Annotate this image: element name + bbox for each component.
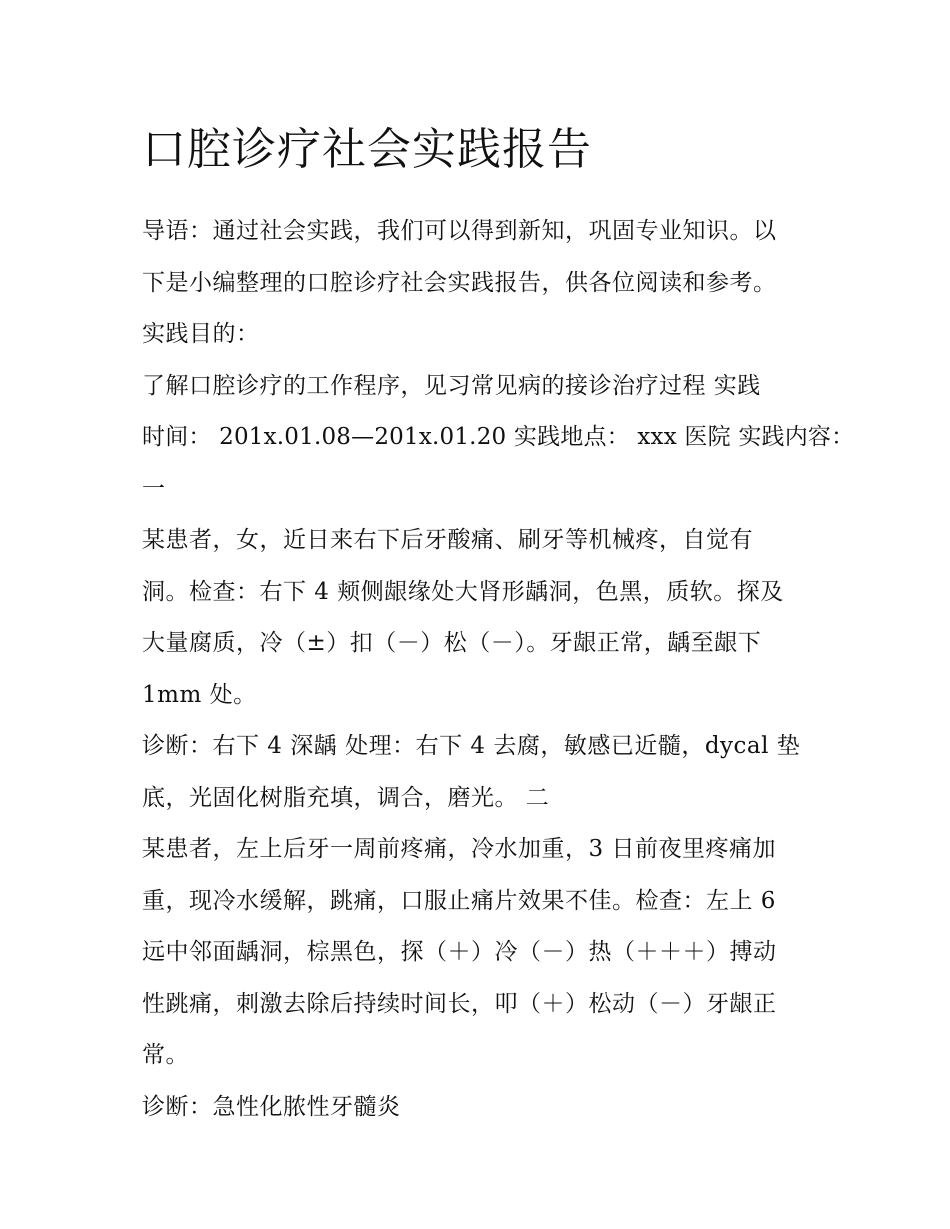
- document-page: [142, 110, 855, 1133]
- text-line: 某患者，左上后牙一周前疼痛，冷水加重，3 日前夜里疼痛加: [142, 836, 776, 862]
- text-line: 诊断：右下 4 深龋 处理：右下 4 去腐，敏感已近髓，dycal 垫: [142, 733, 801, 759]
- text-line: 了解口腔诊疗的工作程序，见习常见病的接诊治疗过程 实践: [142, 372, 761, 399]
- text-line: 重，现冷水缓解，跳痛，口服止痛片效果不佳。检查：左上 6: [142, 887, 776, 914]
- text-line: 时间： 201x.01.08—201x.01.20 实践地点： xxx 医院 实践内容：: [142, 424, 855, 450]
- text-line: 某患者，女，近日来右下后牙酸痛、刷牙等机械疼，自觉有: [142, 527, 753, 553]
- text-line: 下是小编整理的口腔诊疗社会实践报告，供各位阅读和参考。: [142, 269, 777, 296]
- text-line: 远中邻面龋洞，棕黑色，探（＋）冷（－）热（＋＋＋）搏动: [142, 939, 777, 965]
- text-line: 大量腐质，冷（±）扣（－）松（－）。牙龈正常，龋至龈下: [142, 630, 762, 656]
- text-line: 一: [142, 475, 166, 502]
- text-line: 洞。检查：右下 4 颊侧龈缘处大肾形龋洞，色黑，质软。探及: [142, 578, 784, 605]
- text-line: 常。: [142, 1042, 189, 1068]
- text-line: 导语：通过社会实践，我们可以得到新知，巩固专业知识。以: [142, 218, 777, 244]
- text-line: 实践目的：: [142, 321, 260, 347]
- text-line: 1mm 处。: [142, 681, 257, 708]
- text-line: 性跳痛，刺激去除后持续时间长，叩（＋）松动（－）牙龈正: [142, 990, 777, 1017]
- text-line: 底，光固化树脂充填，调合，磨光。 二: [142, 784, 550, 811]
- document-title: 口腔诊疗社会实践报告: [142, 124, 592, 175]
- text-line: 诊断：急性化脓性牙髓炎: [142, 1093, 401, 1120]
